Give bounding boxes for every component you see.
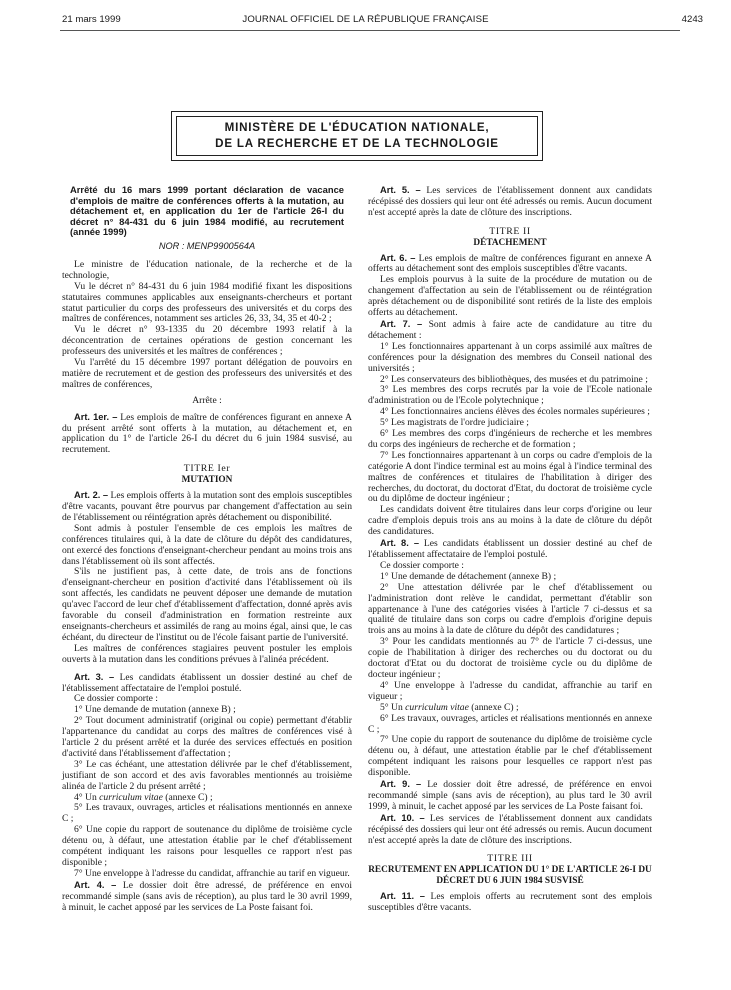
article-text: Les candidats établissent un dossier destiné au chef de l'établissement affectataire de l'emploi postulé. bbox=[62, 671, 352, 694]
header-date: 21 mars 1999 bbox=[62, 14, 121, 25]
article-label: Art. 7. – bbox=[380, 318, 423, 329]
decree-title: Arrêté du 16 mars 1999 portant déclaration de vacance d'emplois de maître de conférences offerts à la mutation, au détachement et, en application du 1er de l'article 26-I du décret n° 84-431 du 6 juin 1984 modifié, au recrutement (année 1999) bbox=[70, 184, 344, 238]
list-text: 5° Un bbox=[380, 701, 403, 713]
article-text: Les services de l'établissement donnent aux candidats récépissé des dossiers qui leur ont été adressés ou remis. Aucun document n'est accepté après la date de clôture des inscriptions. bbox=[368, 185, 653, 218]
paragraph: Ce dossier comporte : bbox=[380, 559, 464, 571]
article-4 bbox=[62, 880, 352, 914]
list-text-italic: curriculum vitae bbox=[405, 701, 469, 713]
paragraph: Les candidats doivent être titulaires dans leur corps d'origine ou leur cadre d'emplois depuis trois ans au moins à la date de clôture du dépôt des candidatures. bbox=[368, 504, 652, 538]
list-item bbox=[368, 703, 652, 714]
article-6 bbox=[368, 253, 652, 276]
list-item: 1° Les fonctionnaires appartenant à un corps assimilé aux maîtres de conférences pour la désignation des membres du Conseil national des universités ; bbox=[368, 340, 652, 374]
page-number: 4243 bbox=[681, 14, 703, 25]
article-5 bbox=[368, 185, 652, 219]
article-label: Art. 6. – bbox=[380, 252, 416, 263]
article-label: Art. 5. – bbox=[380, 185, 421, 195]
article-text: Les candidats établissent un dossier destiné au chef de l'établissement affectataire de l'emploi postulé. bbox=[368, 538, 652, 560]
article-label: Art. 4. – bbox=[74, 879, 117, 890]
paragraph: Vu le décret n° 93-1335 du 20 décembre 1993 relatif à la déconcentration de certaines opérations de gestion concernant les professeurs des universités et les maîtres de conférences ; bbox=[62, 324, 352, 358]
left-column bbox=[62, 185, 352, 914]
paragraph: Le ministre de l'éducation nationale, de la recherche et de la technologie, bbox=[62, 258, 352, 281]
list-item: 7° Une enveloppe à l'adresse du candidat, affranchie au tarif en vigueur. bbox=[74, 867, 350, 879]
paragraph: S'ils ne justifient pas, à cette date, de trois ans de fonctions d'enseignant-chercheur en position d'activité dans l'établissement où ils sont affectés, les candidats ne peuvent déposer une demande de mutation qu'avec l'accord de leur chef d'établissement d'affectation, donné après avis favorable du conseil d'administration en formation restreinte aux enseignants-chercheurs et assimilés de rang au moins égal, ainsi que, le cas échéant, du directeur de l'institut ou de l'école faisant partie de l'université. bbox=[62, 566, 352, 643]
list-item: 6° Les travaux, ouvrages, articles et réalisations mentionnés en annexe C ; bbox=[368, 712, 652, 735]
article-label: Art. 3. – bbox=[74, 671, 115, 682]
nor-reference bbox=[62, 241, 352, 252]
article-7 bbox=[368, 319, 652, 342]
paragraph: Les maîtres de conférences stagiaires peuvent postuler les emplois ouverts à la mutation dans les conditions prévues à l'alinéa précédent. bbox=[62, 642, 352, 665]
header-rule bbox=[60, 30, 680, 31]
list-item: 3° Le cas échéant, une attestation délivrée par le chef d'établissement, justifiant de son accord et des avis favorables mentionnés au troisième alinéa de l'article 2 du présent arrêté ; bbox=[62, 758, 352, 792]
article-text: Les services de l'établissement donnent aux candidats récépissé des dossiers qui leur ont été adressés ou remis. Aucun document n'est accepté après la date de clôture des inscriptions. bbox=[368, 812, 653, 846]
ministry-line-1: MINISTÈRE DE L'ÉDUCATION NATIONALE, bbox=[224, 121, 490, 134]
paragraph: Sont admis à postuler l'ensemble de ces emplois les maîtres de conférences titulaires qui, à la date de clôture du dépôt des candidatures, ont exercé des fonctions d'enseignant-chercheur pendant au moins trois ans dans l'établissement où ils sont affectés. bbox=[62, 522, 352, 567]
titre-heading: TITRE Ier bbox=[183, 463, 231, 475]
right-column bbox=[368, 185, 652, 914]
article-9 bbox=[368, 779, 652, 813]
list-item: 4° Les fonctionnaires anciens élèves des écoles normales supérieures ; bbox=[380, 406, 650, 418]
article-label: Art. 8. – bbox=[380, 538, 420, 549]
list-text: (annexe C) ; bbox=[471, 701, 519, 713]
list-text: 4° Un bbox=[74, 791, 97, 803]
article-text: Sont admis à faire acte de candidature au titre du détachement : bbox=[368, 318, 652, 341]
arrete-heading: Arrête : bbox=[192, 394, 222, 406]
titre-heading: TITRE II bbox=[489, 225, 531, 237]
paragraph: Vu l'arrêté du 15 décembre 1997 portant délégation de pouvoirs en matière de recrutement et de gestion des professeurs des universités et des maîtres de conférences, bbox=[62, 357, 352, 390]
nor-code: MENP9900564A bbox=[186, 240, 256, 251]
article-label: Art. 1er. – bbox=[74, 411, 118, 422]
ministry-line-2: DE LA RECHERCHE ET DE LA TECHNOLOGIE bbox=[215, 137, 499, 150]
list-text-italic: curriculum vitae bbox=[99, 791, 163, 803]
article-11 bbox=[368, 891, 652, 914]
page-header bbox=[0, 14, 731, 28]
list-item: 7° Les fonctionnaires appartenant à un corps ou cadre d'emplois de la catégorie A dont l'indice terminal est au moins égal à l'indice terminal des maîtres de conférences et titulaires de l'habilitation à diriger des recherches, du doctorat, du doctorat d'Etat, du doctorat de troisième cycle ou du diplôme de docteur ingénieur ; bbox=[368, 449, 652, 505]
list-item: 5° Les magistrats de l'ordre judiciaire ; bbox=[380, 417, 529, 429]
article-text: Les emplois de maître de conférences figurant en annexe A offerts au détachement sont des emplois susceptibles d'être vacants. bbox=[368, 252, 652, 275]
article-8 bbox=[368, 538, 652, 561]
list-item: 1° Une demande de détachement (annexe B) ; bbox=[380, 570, 557, 582]
nor-label: NOR : bbox=[158, 240, 185, 251]
article-text: Les emplois de maître de conférences figurant en annexe A du présent arrêté sont offerts à la mutation, au détachement et, en application du 1° de l'article 26-I du décret du 6 juin 1984 susvisé, au recrutement. bbox=[62, 411, 352, 456]
list-item: 6° Les membres des corps d'ingénieurs de recherche et les membres du corps des ingénieurs de recherche et de formation ; bbox=[368, 428, 652, 450]
list-item: 5° Les travaux, ouvrages, articles et réalisations mentionnés en annexe C ; bbox=[62, 802, 352, 825]
paragraph: Ce dossier comporte : bbox=[74, 693, 158, 705]
list-item: 3° Pour les candidats mentionnés au 7° de l'article 7 ci-dessus, une copie de l'habilitation à diriger des recherches ou du doctorat ou du doctorat d'Etat ou du doctorat de troisième cycle ou du diplôme de docteur ingénieur ; bbox=[368, 636, 652, 680]
article-10 bbox=[368, 813, 652, 847]
list-item: 4° Une enveloppe à l'adresse du candidat, affranchie au tarif en vigueur ; bbox=[368, 679, 652, 702]
article-text: Les emplois offerts à la mutation sont des emplois susceptibles d'être vacants, pouvant être pourvus par changement d'affectation au sein de l'établissement ou réintégration après détachement ou disponibilité. bbox=[62, 490, 353, 523]
ministry-box bbox=[171, 111, 543, 161]
section-heading: MUTATION bbox=[181, 475, 233, 486]
article-label: Art. 9. – bbox=[380, 779, 422, 790]
list-item: 2° Les conservateurs des bibliothèques, des musées et du patrimoine ; bbox=[380, 373, 648, 385]
paragraph: Vu le décret n° 84-431 du 6 juin 1984 modifié fixant les dispositions statutaires communes applicables aux enseignants-chercheurs et portant statut particulier du corps des professeurs des universités et du corps des maîtres de conférences, notamment ses articles 26, 33, 34, 35 et 40-2 ; bbox=[62, 280, 352, 325]
paragraph: Les emplois pourvus à la suite de la procédure de mutation ou de changement d'affectation au sein de l'établissement ou de réintégration après détachement ou de disponibilité sont retirés de la liste des emplois offerts au détachement. bbox=[368, 274, 652, 319]
article-3 bbox=[62, 672, 352, 695]
article-text: Le dossier doit être adressé, de préférence en envoi recommandé simple (sans avis de réception), au plus tard le 30 avril 1999, à minuit, le cachet apposé par les services de La Poste faisant foi. bbox=[62, 879, 353, 913]
journal-title: JOURNAL OFFICIEL DE LA RÉPUBLIQUE FRANÇAISE bbox=[242, 14, 489, 25]
section-heading: DÉTACHEMENT bbox=[473, 237, 547, 248]
article-label: Art. 11. – bbox=[380, 891, 425, 902]
list-item: 7° Une copie du rapport de soutenance du diplôme de troisième cycle détenu ou, à défaut, une attestation établie par le chef d'établissement compétent indiquant les raisons pour lesquelles ce rapport n'est pas disponible. bbox=[368, 734, 652, 779]
list-text: (annexe C) ; bbox=[165, 791, 213, 803]
list-item: 6° Une copie du rapport de soutenance du diplôme de troisième cycle détenu ou, à défaut, une attestation établie par le chef d'établissement compétent indiquant les raisons pour lesquelles ce rapport n'est pas disponible ; bbox=[62, 824, 352, 868]
article-text: Les emplois offerts au recrutement sont des emplois susceptibles d'être vacants. bbox=[368, 891, 652, 914]
titre-heading: TITRE III bbox=[487, 853, 533, 865]
article-label: Art. 10. – bbox=[380, 812, 425, 823]
list-item: 2° Une attestation délivrée par le chef d'établissement ou l'administration dont relève le candidat, permettant d'établir son appartenance à l'une des catégories visées à l'article 7 ci-dessus et sa qualité de titulaire dans son corps ou cadre d'emplois d'origine depuis trois ans au moins à la date de clôture du dépôt des candidatures ; bbox=[368, 581, 652, 637]
article-label: Art. 2. – bbox=[74, 490, 109, 501]
list-item: 1° Une demande de mutation (annexe B) ; bbox=[74, 704, 236, 716]
article-text: Le dossier doit être adressé, de préférence en envoi recommandé simple (sans avis de réception), au plus tard le 30 avril 1999, à minuit, le cachet apposé par les services de La Poste faisant foi. bbox=[368, 779, 653, 812]
article-1 bbox=[62, 412, 352, 457]
article-2 bbox=[62, 490, 352, 524]
ministry-box-inner bbox=[176, 116, 538, 156]
section-heading: RECRUTEMENT EN APPLICATION DU 1° DE L'ARTICLE 26-I DU DÉCRET DU 6 JUIN 1984 SUSVISÉ bbox=[368, 865, 652, 887]
list-item: 3° Les membres des corps recrutés par la voie de l'Ecole nationale d'administration ou de l'Ecole polytechnique ; bbox=[368, 384, 652, 407]
list-item: 2° Tout document administratif (original ou copie) permettant d'établir l'appartenance du candidat au corps des maîtres de conférences visé à l'article 2 du présent arrêté et la durée des services effectués en position d'activité dans l'établissement d'affectation ; bbox=[62, 715, 352, 759]
